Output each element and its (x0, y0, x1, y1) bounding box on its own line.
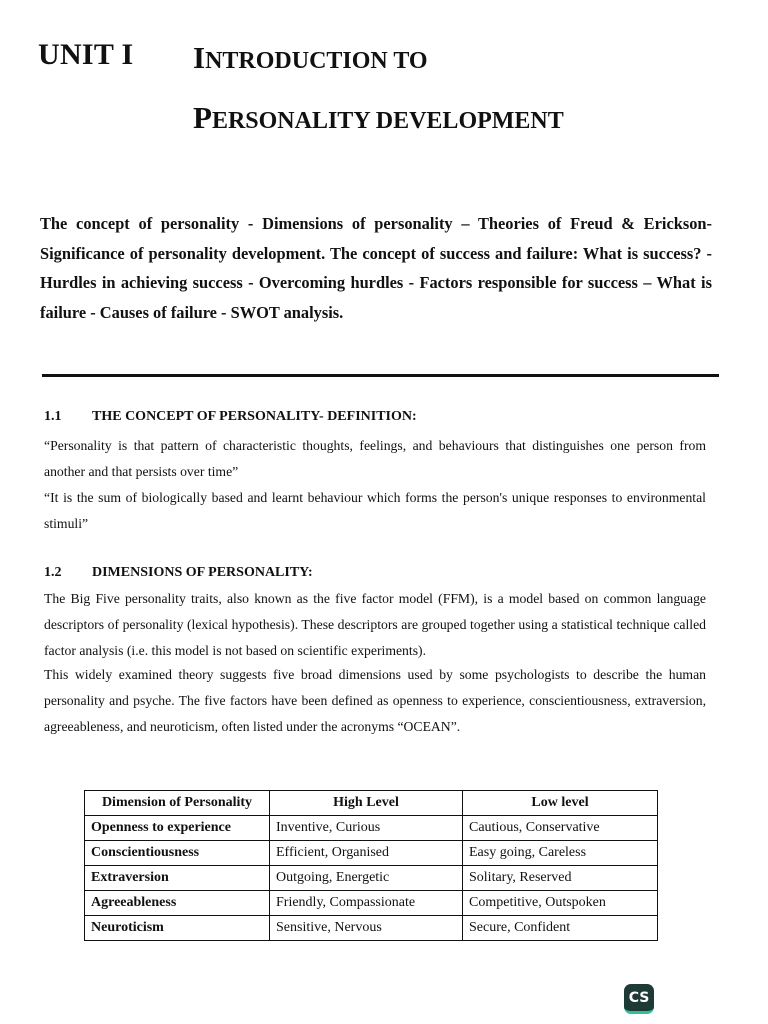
personality-dimensions-table (84, 790, 658, 941)
table-cell: Solitary, Reserved (463, 866, 658, 891)
table-cell: Openness to experience (85, 816, 270, 841)
ocean-paragraph: This widely examined theory suggests five broad dimensions used by some psychologists to describe the human personality and psyche. The five factors have been defined as openness to experience, conscientiousness, extraversion, agreeableness, and neuroticism, often listed under the acronyms “OCEAN”. (44, 667, 706, 734)
table-header-cell: Dimension of Personality (85, 791, 270, 816)
table-cell: Secure, Confident (463, 916, 658, 941)
table-header-cell: High Level (270, 791, 463, 816)
table-cell: Easy going, Careless (463, 841, 658, 866)
table-cell: Agreeableness (85, 891, 270, 916)
big-five-paragraph: The Big Five personality traits, also known as the five factor model (FFM), is a model based on common language descriptors of personality (lexical hypothesis). These descriptors are grouped together using a statistical technique called factor analysis (i.e. this model is not based on scientific experiments). (44, 591, 706, 658)
chapter-title-line1: INTRODUCTION TO (193, 40, 428, 75)
table-cell: Sensitive, Nervous (270, 916, 463, 941)
unit-summary: The concept of personality - Dimensions of personality – Theories of Freud & Erickson- Significance of personality development. The concept of success and failure: What is success? - Hurdles in achieving success - Overcoming hurdles - Factors responsible for success – What is failure - Causes of failure - SWOT analysis. (40, 214, 712, 322)
table-cell: Outgoing, Energetic (270, 866, 463, 891)
unit-label: UNIT I (38, 38, 134, 71)
section-heading-1-2: 1.2 DIMENSIONS OF PERSONALITY: (44, 565, 313, 580)
table-cell: Friendly, Compassionate (270, 891, 463, 916)
table-cell: Efficient, Organised (270, 841, 463, 866)
camscanner-logo-icon: CS (624, 984, 654, 1014)
table-row (85, 891, 658, 916)
table-header-cell: Low level (463, 791, 658, 816)
table-header-row (85, 791, 658, 816)
table-cell: Neuroticism (85, 916, 270, 941)
chapter-title-line2: PERSONALITY DEVELOPMENT (193, 100, 564, 135)
table-row (85, 916, 658, 941)
definition-paragraph: “It is the sum of biologically based and learnt behaviour which forms the person's unique responses to environmental stimuli” (44, 490, 706, 531)
table-row (85, 841, 658, 866)
table-cell: Extraversion (85, 866, 270, 891)
table-row (85, 866, 658, 891)
definition-paragraph: “Personality is that pattern of characteristic thoughts, feelings, and behaviours that distinguishes one person from another and that persists over time” (44, 438, 706, 479)
table-cell: Conscientiousness (85, 841, 270, 866)
table-cell: Inventive, Curious (270, 816, 463, 841)
divider (42, 374, 719, 377)
table-cell: Competitive, Outspoken (463, 891, 658, 916)
table-cell: Cautious, Conservative (463, 816, 658, 841)
section-heading-1-1: 1.1 THE CONCEPT OF PERSONALITY- DEFINITION: (44, 409, 417, 424)
table-row (85, 816, 658, 841)
